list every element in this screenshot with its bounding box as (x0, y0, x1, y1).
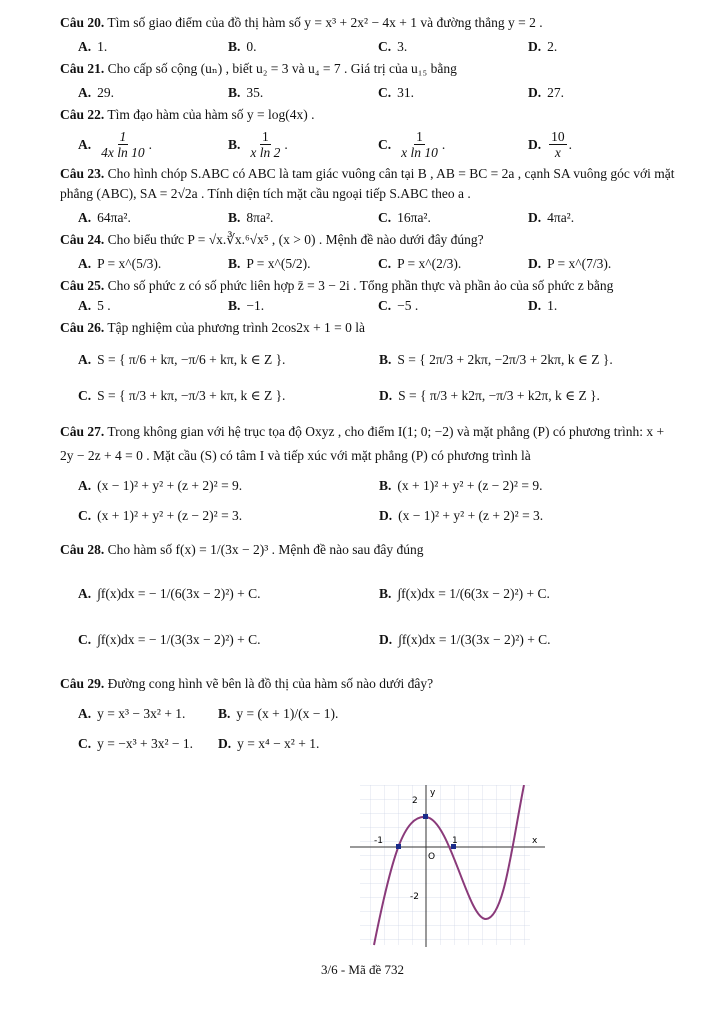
options-22 (78, 129, 680, 160)
question-label: Câu 26. (60, 320, 105, 335)
option-a[interactable]: A. (x − 1)² + y² + (z + 2)² = 9. (78, 478, 243, 493)
option-b[interactable]: B. S = { 2π/3 + 2kπ, −2π/3 + 2kπ, k ∈ Z }. (379, 352, 613, 367)
option-d[interactable]: D. $\frac{10}{x}$ . (528, 129, 572, 160)
options-28-row2 (78, 632, 680, 648)
option-d[interactable]: D. S = { π/3 + k2π, −π/3 + k2π, k ∈ Z }. (379, 388, 600, 403)
option-d[interactable]: D. 27. (528, 85, 564, 100)
option-a[interactable]: A. 29. (78, 85, 114, 100)
question-28 (60, 540, 680, 560)
option-b[interactable]: B. 8πa². (228, 210, 274, 225)
option-c[interactable]: C. $\frac{1}{\text{x ln 10}}$ . (378, 129, 446, 160)
y-axis-label: y (430, 788, 436, 798)
option-b[interactable]: B. −1. (228, 298, 265, 313)
question-text: Cho cấp số cộng (uₙ) , biết u₂ = 3 và u₄ = 7 . Giá trị của u₁₅ bằng (107, 61, 457, 76)
question-label: Câu 22. (60, 107, 105, 122)
option-d[interactable]: D. y = x⁴ − x² + 1. (218, 736, 320, 751)
options-20 (78, 39, 680, 55)
question-21 (60, 59, 680, 79)
options-29-row1 (78, 706, 680, 722)
option-b[interactable]: B. 35. (228, 85, 264, 100)
question-text: Cho số phức z có số phức liên hợp z̄ = 3 − 2i . Tổng phần thực và phần ảo của số phức z bằng (107, 278, 614, 293)
option-d[interactable]: D. P = x^(7/3). (528, 256, 612, 271)
option-b[interactable]: B. $\frac{1}{\text{x ln 2}}$ . (228, 129, 288, 160)
question-25 (60, 276, 680, 296)
question-text: Cho hàm số f(x) = 1/(3x − 2)³ . Mệnh đề nào sau đây đúng (107, 542, 424, 557)
option-c[interactable]: C. (x + 1)² + y² + (z − 2)² = 3. (78, 508, 243, 523)
question-text: Tìm số giao điểm của đồ thị hàm số y = x³ + 2x² − 4x + 1 và đường thẳng y = 2 . (107, 15, 543, 30)
origin-label: O (428, 852, 436, 862)
options-24 (78, 256, 680, 272)
question-label: Câu 28. (60, 542, 105, 557)
options-23 (78, 210, 680, 226)
options-28-row1 (78, 586, 680, 602)
option-b[interactable]: B. y = (x + 1)/(x − 1). (218, 706, 339, 721)
option-b[interactable]: B. P = x^(5/2). (228, 256, 311, 271)
question-label: Câu 29. (60, 676, 105, 691)
option-b[interactable]: B. ∫f(x)dx = 1/(6(3x − 2)²) + C. (379, 586, 550, 601)
option-d[interactable]: D. 4πa². (528, 210, 575, 225)
question-label: Câu 20. (60, 15, 105, 30)
option-c[interactable]: C. 3. (378, 39, 408, 54)
tick-y-neg: -2 (410, 892, 419, 902)
option-c[interactable]: C. 16πa². (378, 210, 431, 225)
options-21 (78, 85, 680, 101)
option-a[interactable]: A. y = x³ − 3x² + 1. (78, 706, 186, 721)
options-29-row2 (78, 736, 680, 752)
options-27-row1 (78, 478, 680, 494)
question-20 (60, 13, 680, 33)
option-d[interactable]: D. 1. (528, 298, 558, 313)
options-25 (78, 298, 680, 314)
question-text: Trong không gian với hệ trục tọa độ Oxyz , cho điểm I(1; 0; −2) và mặt phẳng (P) có phương trình: x + 2y − 2z + 4 = 0 . Mặt cầu (S) có tâm I và tiếp xúc với mặt phẳng (P) có phương trình là (60, 424, 665, 463)
question-text: Cho hình chóp S.ABC có ABC là tam giác vuông cân tại B , AB = BC = 2a , cạnh SA vuông góc với mặt phẳng (ABC), SA = 2√2a . Tính diện tích mặt cầu ngoại tiếp S.ABC theo a . (60, 166, 675, 201)
option-a[interactable]: A. S = { π/6 + kπ, −π/6 + kπ, k ∈ Z }. (78, 352, 286, 367)
option-d[interactable]: D. (x − 1)² + y² + (z + 2)² = 3. (379, 508, 544, 523)
options-26-row2 (78, 388, 680, 404)
options-26-row1 (78, 352, 680, 368)
question-text: Cho biểu thức P = √x.∛x.⁶√x⁵ , (x > 0) . Mệnh đề nào dưới đây đúng? (107, 232, 484, 247)
question-label: Câu 27. (60, 424, 105, 439)
tick-x-pos: 1 (452, 836, 458, 846)
option-d[interactable]: D. ∫f(x)dx = 1/(3(3x − 2)²) + C. (379, 632, 551, 647)
option-d[interactable]: D. 2. (528, 39, 558, 54)
option-c[interactable]: C. −5 . (378, 298, 419, 313)
option-b[interactable]: B. (x + 1)² + y² + (z − 2)² = 9. (379, 478, 543, 493)
question-text: Đường cong hình vẽ bên là đồ thị của hàm số nào dưới đây? (107, 676, 434, 691)
option-b[interactable]: B. 0. (228, 39, 257, 54)
point-0-1 (423, 814, 428, 819)
option-c[interactable]: C. S = { π/3 + kπ, −π/3 + kπ, k ∈ Z }. (78, 388, 286, 403)
question-27 (60, 420, 680, 468)
point-neg1-0 (396, 844, 401, 849)
tick-x-neg: -1 (374, 836, 383, 846)
question-text: Tìm đạo hàm của hàm số y = log(4x) . (107, 107, 315, 122)
option-c[interactable]: C. y = −x³ + 3x² − 1. (78, 736, 194, 751)
x-axis-label: x (532, 836, 538, 846)
option-a[interactable]: A. $\frac{1}{\text{4x ln 10}}$ . (78, 129, 152, 160)
tick-y-pos: 2 (412, 796, 418, 806)
exam-page (60, 10, 680, 756)
option-a[interactable]: A. P = x^(5/3). (78, 256, 162, 271)
question-label: Câu 25. (60, 278, 105, 293)
question-29 (60, 674, 680, 694)
option-a[interactable]: A. ∫f(x)dx = − 1/(6(3x − 2)²) + C. (78, 586, 261, 601)
grid (360, 785, 530, 945)
question-label: Câu 21. (60, 61, 105, 76)
question-label: Câu 24. (60, 232, 105, 247)
page-footer: 3/6 - Mã đề 732 (320, 962, 405, 977)
option-a[interactable]: A. 64πa². (78, 210, 131, 225)
question-23 (60, 164, 680, 204)
question-label: Câu 23. (60, 166, 105, 181)
option-c[interactable]: C. P = x^(2/3). (378, 256, 462, 271)
option-c[interactable]: C. 31. (378, 85, 414, 100)
option-a[interactable]: A. 5 . (78, 298, 111, 313)
question-22 (60, 105, 680, 125)
options-27-row2 (78, 508, 680, 524)
question-24 (60, 230, 680, 250)
option-c[interactable]: C. ∫f(x)dx = − 1/(3(3x − 2)²) + C. (78, 632, 261, 647)
question-text: Tập nghiệm của phương trình 2cos2x + 1 = 0 là (107, 320, 366, 335)
cubic-graph (300, 785, 550, 950)
question-26 (60, 318, 680, 338)
option-a[interactable]: A. 1. (78, 39, 108, 54)
